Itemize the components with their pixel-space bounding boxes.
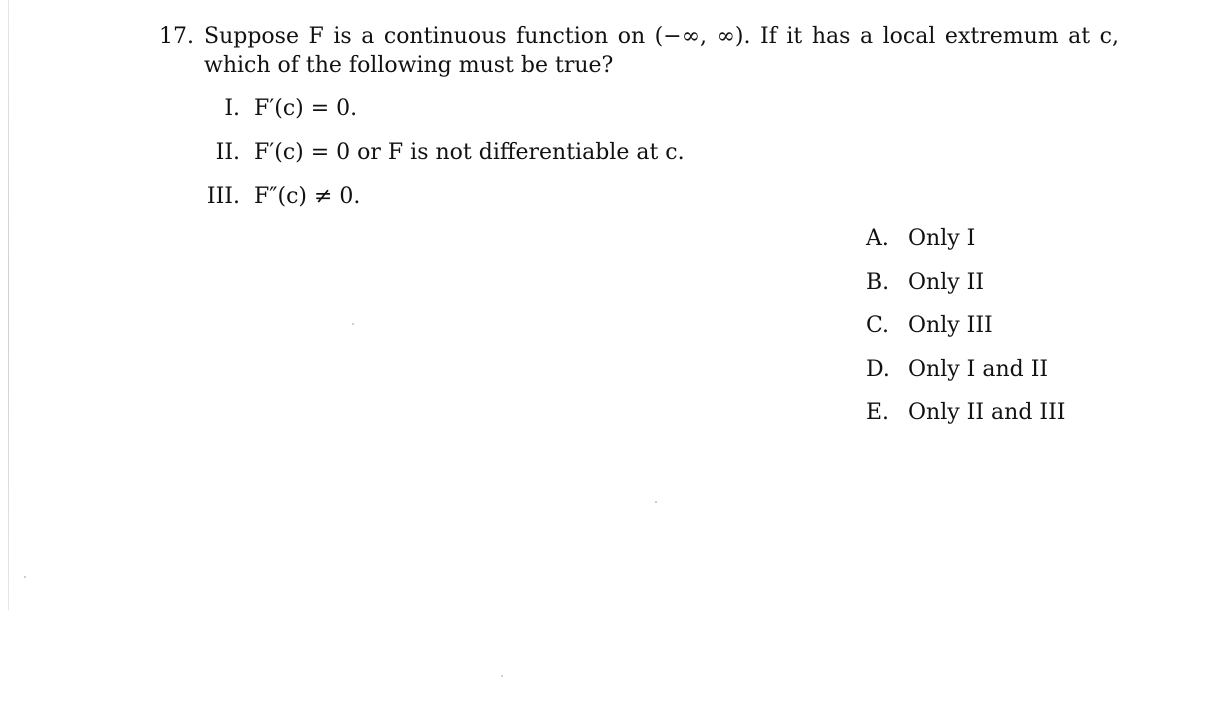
statement-item	[200, 138, 685, 182]
statement-item	[200, 182, 685, 226]
answer-choices	[866, 224, 1065, 442]
scan-speck	[352, 323, 354, 325]
statement-numeral: II.	[215, 140, 240, 165]
question-text: Suppose F is a continuous function on (−∞, ∞). If it has a local extremum at c, which of the following must be true?	[204, 24, 1119, 78]
statement-numeral: III.	[206, 184, 240, 209]
statement-text: F′(c) = 0 or F is not differentiable at c.	[254, 140, 685, 165]
question-stem	[159, 22, 1119, 80]
statement-text: F″(c) ≠ 0.	[254, 184, 361, 209]
choice-letter: B.	[866, 269, 890, 295]
scan-speck	[655, 501, 657, 503]
choice-letter: E.	[866, 400, 890, 425]
choice-letter: D.	[866, 356, 890, 382]
statement-text: F′(c) = 0.	[254, 96, 358, 121]
choice-text: Only I	[908, 226, 976, 251]
scan-speck	[24, 576, 26, 578]
statement-numeral: I.	[224, 96, 240, 121]
choice-letter: C.	[866, 313, 890, 338]
choice-text: Only I and II	[908, 356, 1049, 382]
choice-b[interactable]	[866, 268, 1065, 312]
scan-edge	[8, 0, 9, 610]
question	[159, 22, 1119, 80]
scan-speck	[501, 675, 503, 677]
choice-text: Only III	[908, 313, 993, 338]
statement-list	[200, 94, 685, 226]
choice-a[interactable]	[866, 224, 1065, 268]
choice-e[interactable]	[866, 398, 1065, 442]
choice-text: Only II	[908, 269, 985, 295]
statement-item	[200, 94, 685, 138]
choice-d[interactable]	[866, 355, 1065, 399]
question-number: 17.	[159, 24, 194, 49]
choice-text: Only II and III	[908, 400, 1066, 425]
choice-letter: A.	[866, 226, 889, 251]
choice-c[interactable]	[866, 311, 1065, 355]
